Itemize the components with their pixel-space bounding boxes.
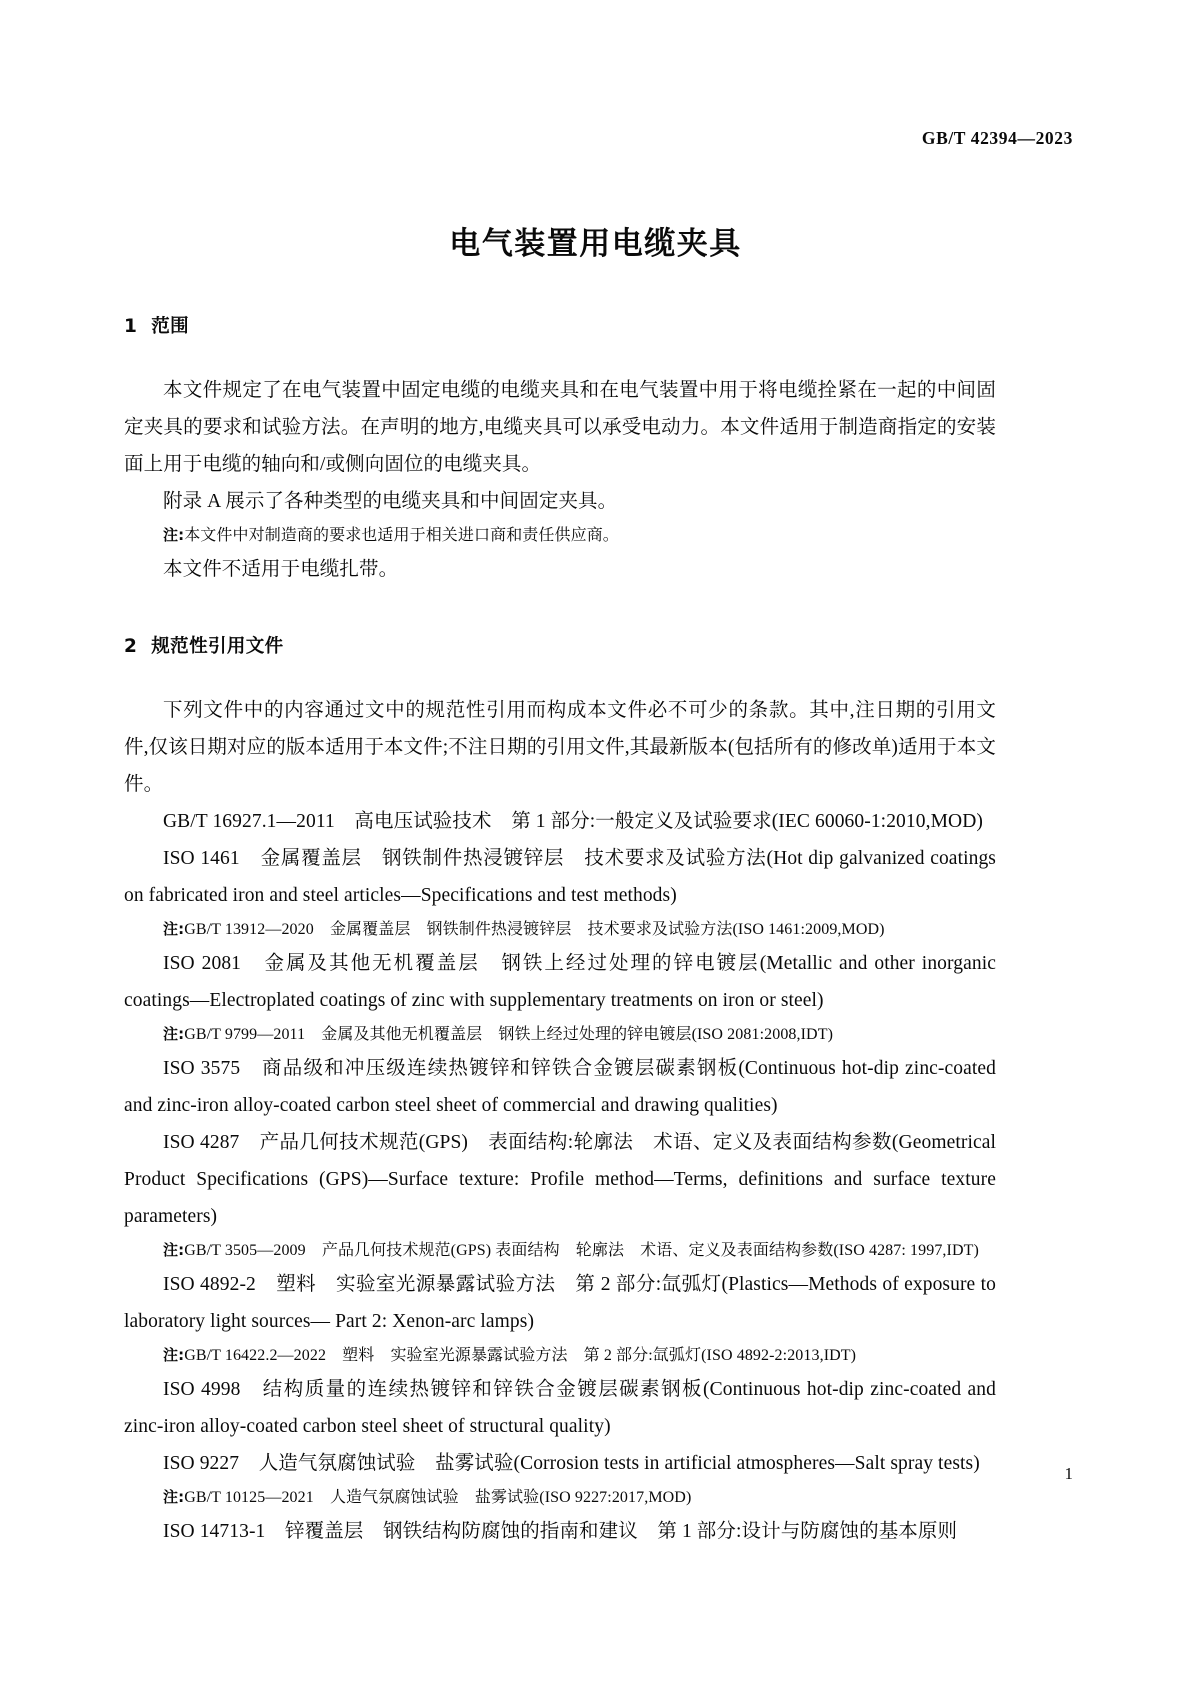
note-label: 注:: [163, 1241, 185, 1259]
normative-reference: ISO 14713-1 锌覆盖层 钢铁结构防腐蚀的指南和建议 第 1 部分:设计与防腐蚀的基本原则: [163, 1521, 958, 1542]
clause1-note: [124, 520, 996, 551]
standard-number: GB/T 42394—2023: [921, 128, 1073, 148]
normative-reference: ISO 4892-2 塑料 实验室光源暴露试验方法 第 2 部分:氙弧灯(Plastics—Methods of exposure to laboratory light sources— Part 2: Xenon-arc lamps): [124, 1274, 996, 1332]
note-text: GB/T 13912—2020 金属覆盖层 钢铁制件热浸镀锌层 技术要求及试验方法(ISO 1461:2009,MOD): [184, 921, 885, 938]
note-label: 注:: [163, 526, 185, 544]
note-text: GB/T 9799—2011 金属及其他无机覆盖层 钢铁上经过处理的锌电镀层(ISO 2081:2008,IDT): [184, 1026, 834, 1043]
reference-note: [124, 1235, 996, 1266]
running-header: [0, 128, 1073, 149]
normative-reference: ISO 3575 商品级和冲压级连续热镀锌和锌铁合金镀层碳素钢板(Continuous hot-dip zinc-coated and zinc-iron alloy-coated carbon steel sheet of commercial and drawing qualities): [124, 1058, 996, 1116]
clause-title-2: 规范性引用文件: [151, 636, 284, 657]
clause-title-1: 范围: [151, 316, 190, 337]
note-label: 注:: [163, 920, 185, 938]
normative-reference: ISO 2081 金属及其他无机覆盖层 钢铁上经过处理的锌电镀层(Metallic and other inorganic coatings—Electroplated coatings of zinc with supplementary treatments on iron or steel): [124, 953, 996, 1011]
normative-reference: GB/T 16927.1—2011 高电压试验技术 第 1 部分:一般定义及试验要求(IEC 60060-1:2010,MOD): [163, 811, 983, 832]
clause-heading-1: [124, 312, 996, 338]
normative-reference: ISO 4998 结构质量的连续热镀锌和锌铁合金镀层碳素钢板(Continuous hot-dip zinc-coated and zinc-iron alloy-coated carbon steel sheet of structural quality): [124, 1379, 996, 1437]
note-text: GB/T 10125—2021 人造气氛腐蚀试验 盐雾试验(ISO 9227:2017,MOD): [184, 1489, 692, 1506]
note-text: 本文件中对制造商的要求也适用于相关进口商和责任供应商。: [184, 527, 619, 544]
clause1-paragraph-2: 附录 A 展示了各种类型的电缆夹具和中间固定夹具。: [163, 491, 618, 512]
clause1-paragraph-1: 本文件规定了在电气装置中固定电缆的电缆夹具和在电气装置中用于将电缆拴紧在一起的中间固定夹具的要求和试验方法。在声明的地方,电缆夹具可以承受电动力。本文件适用于制造商指定的安装面上用于电缆的轴向和/或侧向固位的电缆夹具。: [124, 380, 996, 475]
clause-number-1: 1: [124, 316, 138, 337]
clause-number-2: 2: [124, 636, 138, 657]
reference-note: [124, 1482, 996, 1513]
clause2-intro: 下列文件中的内容通过文中的规范性引用而构成本文件必不可少的条款。其中,注日期的引用文件,仅该日期对应的版本适用于本文件;不注日期的引用文件,其最新版本(包括所有的修改单)适用于本文件。: [124, 700, 996, 795]
clause-heading-2: [124, 632, 996, 658]
note-label: 注:: [163, 1346, 185, 1364]
reference-note: [124, 914, 996, 945]
document-body: [124, 312, 996, 1550]
note-label: 注:: [163, 1488, 185, 1506]
reference-note: [124, 1019, 996, 1050]
note-text: GB/T 3505—2009 产品几何技术规范(GPS) 表面结构 轮廓法 术语、定义及表面结构参数(ISO 4287: 1997,IDT): [184, 1242, 979, 1259]
normative-reference: ISO 1461 金属覆盖层 钢铁制件热浸镀锌层 技术要求及试验方法(Hot dip galvanized coatings on fabricated iron and steel articles—Specifications and test methods): [124, 848, 996, 906]
page-number: 1: [1064, 1464, 1073, 1483]
page-title: 电气装置用电缆夹具: [449, 226, 742, 262]
clause1-closing: 本文件不适用于电缆扎带。: [163, 559, 399, 580]
reference-note: [124, 1340, 996, 1371]
normative-reference: ISO 9227 人造气氛腐蚀试验 盐雾试验(Corrosion tests in artificial atmospheres—Salt spray tests): [163, 1453, 980, 1474]
normative-reference: ISO 4287 产品几何技术规范(GPS) 表面结构:轮廓法 术语、定义及表面结构参数(Geometrical Product Specifications (GPS)—Surface texture: Profile method—Terms, definitions and surface texture parameters): [124, 1132, 996, 1227]
note-text: GB/T 16422.2—2022 塑料 实验室光源暴露试验方法 第 2 部分:氙弧灯(ISO 4892-2:2013,IDT): [184, 1347, 857, 1364]
note-label: 注:: [163, 1025, 185, 1043]
